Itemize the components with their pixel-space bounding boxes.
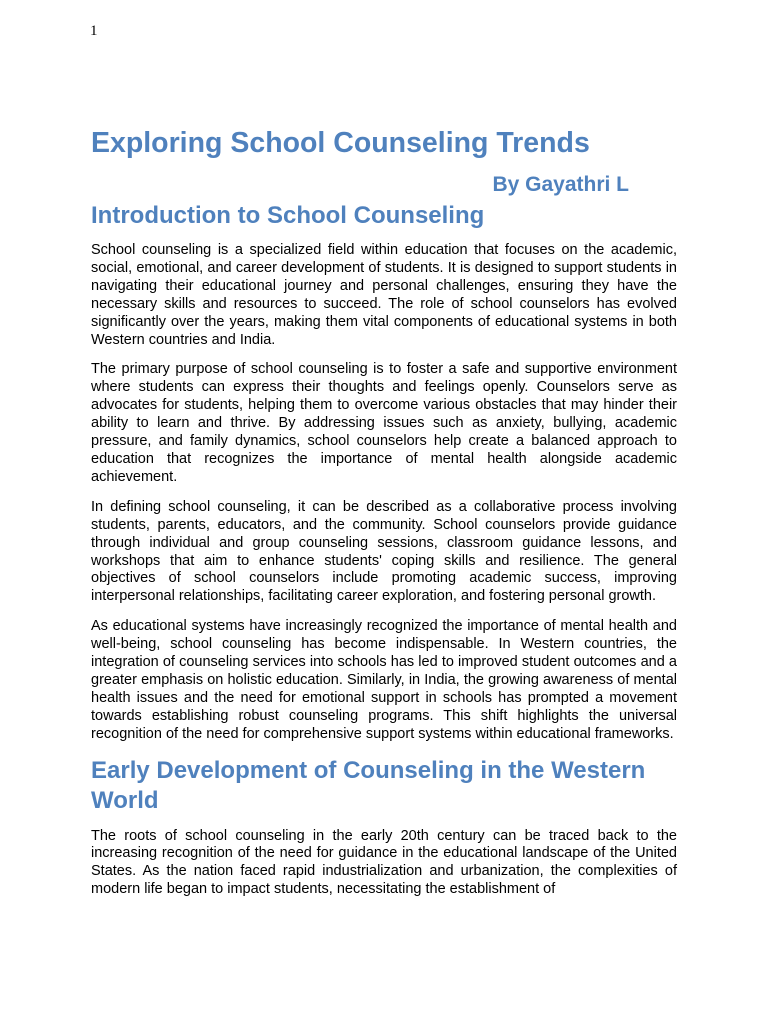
- paragraph: In defining school counseling, it can be described as a collaborative process involving students, parents, educators, and the community. School counselors provide guidance through individual and group counseling sessions, classroom guidance lessons, and workshops that aim to enhance students' coping skills and resilience. The general objectives of school counselors include promoting academic success, improving interpersonal relationships, facilitating career exploration, and fostering personal growth.: [91, 498, 677, 605]
- section-heading-introduction: Introduction to School Counseling: [91, 202, 485, 229]
- paragraph: The roots of school counseling in the early 20th century can be traced back to the increasing recognition of the need for guidance in the educational landscape of the United States. As the nation faced rapid industrialization and urbanization, the complexities of modern life began to impact students, necessitating the establishment of: [91, 827, 677, 898]
- page-number: 1: [90, 23, 98, 39]
- paragraph: As educational systems have increasingly recognized the importance of mental health and well-being, school counseling has become indispensable. In Western countries, the integration of counseling services into schools has led to improved student outcomes and a greater emphasis on holistic education. Similarly, in India, the growing awareness of mental health issues and the need for emotional support in schools has prompted a movement towards establishing robust counseling programs. This shift highlights the universal recognition of the need for comprehensive support systems within educational frameworks.: [91, 618, 677, 742]
- paragraph: School counseling is a specialized field within education that focuses on the academic, social, emotional, and career development of students. It is designed to support students in navigating their educational journey and personal challenges, ensuring they have the necessary skills and resources to succeed. The role of school counselors has evolved significantly over the years, making them vital components of educational systems in both Western countries and India.: [91, 242, 677, 348]
- document-content: [91, 122, 677, 911]
- document-title: Exploring School Counseling Trends: [91, 127, 590, 159]
- paragraph: The primary purpose of school counseling is to foster a safe and supportive environment where students can express their thoughts and feelings openly. Counselors serve as advocates for students, helping them to overcome various obstacles that may hinder their ability to learn and thrive. By addressing issues such as anxiety, bullying, academic pressure, and family dynamics, school counselors help create a balanced approach to education that recognizes the importance of mental health alongside academic achievement.: [91, 361, 677, 485]
- document-author: By Gayathri L: [492, 173, 629, 196]
- section-heading-early-development: Early Development of Counseling in the Western World: [91, 756, 646, 814]
